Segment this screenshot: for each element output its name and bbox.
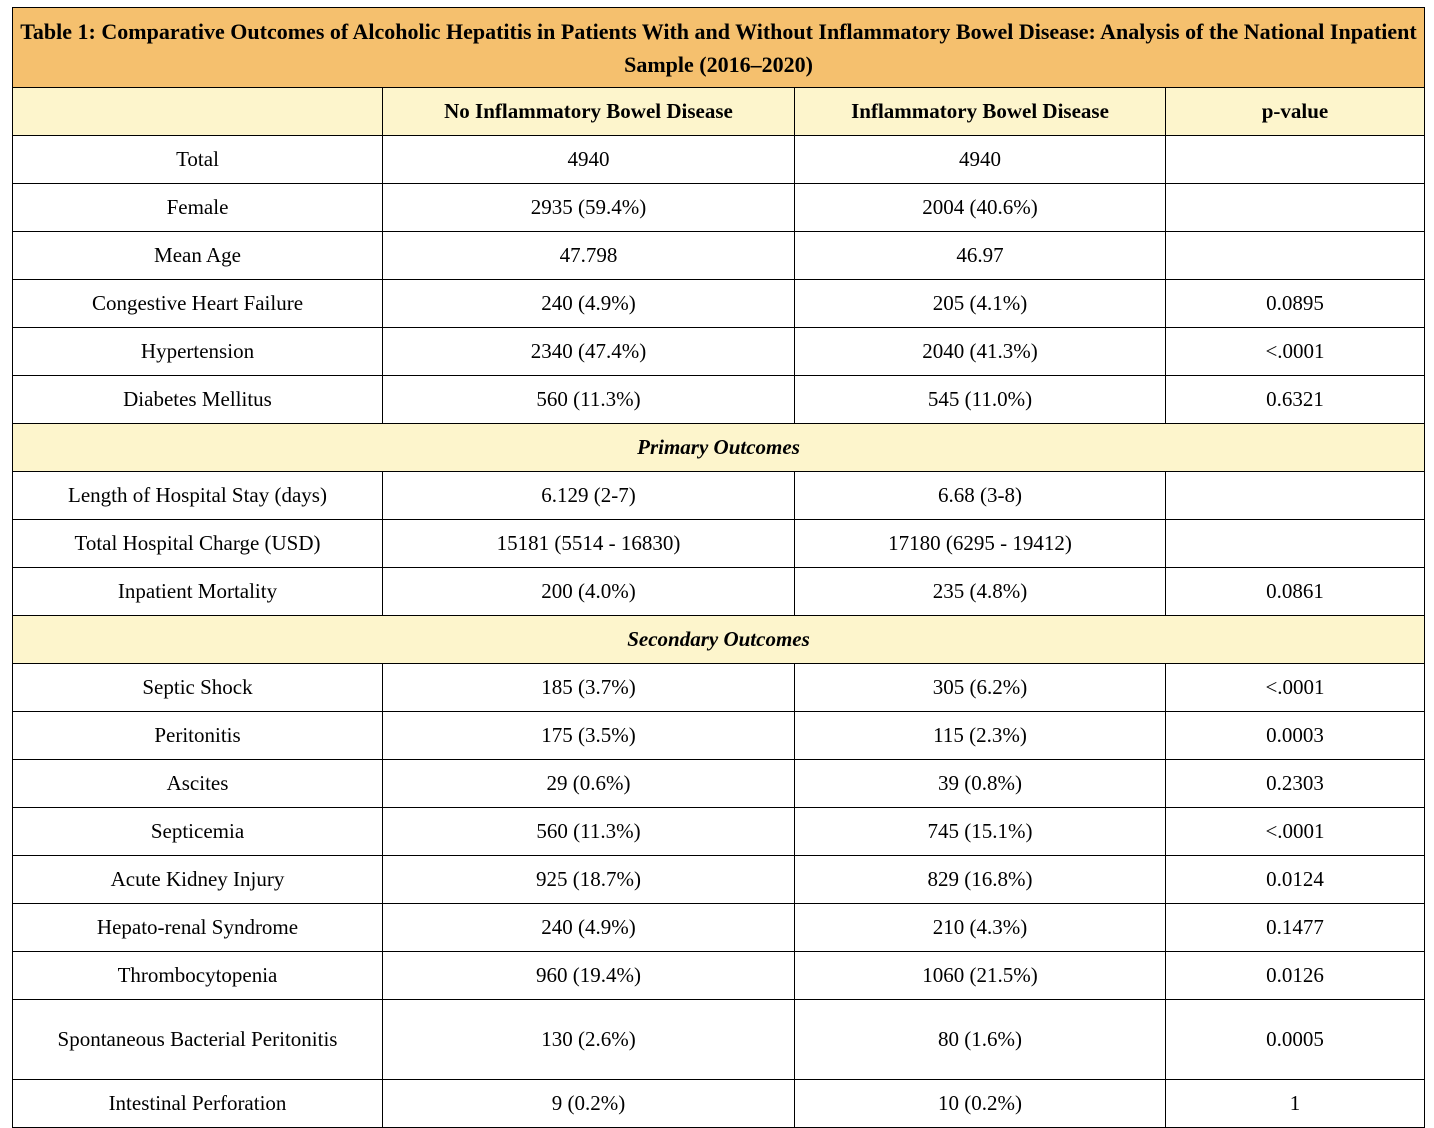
table-row	[13, 760, 1425, 808]
p-value: <.0001	[1166, 328, 1425, 376]
p-value: 0.1477	[1166, 904, 1425, 952]
ibd-value: 10 (0.2%)	[795, 1080, 1166, 1128]
column-header-p-value: p-value	[1166, 88, 1425, 136]
ibd-value: 46.97	[795, 232, 1166, 280]
row-label: Intestinal Perforation	[13, 1080, 383, 1128]
column-header-label	[13, 88, 383, 136]
ibd-value: 545 (11.0%)	[795, 376, 1166, 424]
row-label: Ascites	[13, 760, 383, 808]
column-header-no-ibd: No Inflammatory Bowel Disease	[383, 88, 795, 136]
ibd-value: 235 (4.8%)	[795, 568, 1166, 616]
no-ibd-value: 29 (0.6%)	[383, 760, 795, 808]
no-ibd-value: 240 (4.9%)	[383, 280, 795, 328]
row-label: Diabetes Mellitus	[13, 376, 383, 424]
table-row	[13, 136, 1425, 184]
p-value	[1166, 472, 1425, 520]
no-ibd-value: 960 (19.4%)	[383, 952, 795, 1000]
table-row	[13, 664, 1425, 712]
table-row	[13, 856, 1425, 904]
header-row	[13, 88, 1425, 136]
p-value	[1166, 232, 1425, 280]
no-ibd-value: 47.798	[383, 232, 795, 280]
row-label: Length of Hospital Stay (days)	[13, 472, 383, 520]
row-label: Thrombocytopenia	[13, 952, 383, 1000]
table-row	[13, 520, 1425, 568]
ibd-value: 2040 (41.3%)	[795, 328, 1166, 376]
no-ibd-value: 560 (11.3%)	[383, 808, 795, 856]
ibd-value: 1060 (21.5%)	[795, 952, 1166, 1000]
row-label: Acute Kidney Injury	[13, 856, 383, 904]
p-value: 0.0003	[1166, 712, 1425, 760]
table-row	[13, 328, 1425, 376]
ibd-value: 2004 (40.6%)	[795, 184, 1166, 232]
no-ibd-value: 560 (11.3%)	[383, 376, 795, 424]
ibd-value: 80 (1.6%)	[795, 1000, 1166, 1080]
section-row-primary	[13, 424, 1425, 472]
section-row-secondary	[13, 616, 1425, 664]
row-label: Total	[13, 136, 383, 184]
ibd-value: 17180 (6295 - 19412)	[795, 520, 1166, 568]
ibd-value: 205 (4.1%)	[795, 280, 1166, 328]
p-value: <.0001	[1166, 808, 1425, 856]
table-row	[13, 232, 1425, 280]
outcomes-table	[12, 7, 1425, 1128]
table-title: Table 1: Comparative Outcomes of Alcoholic Hepatitis in Patients With and Without Inflammatory Bowel Disease: Analysis of the National Inpatient Sample (2016–2020)	[13, 8, 1425, 88]
row-label: Total Hospital Charge (USD)	[13, 520, 383, 568]
ibd-value: 829 (16.8%)	[795, 856, 1166, 904]
table-row	[13, 280, 1425, 328]
section-title-secondary: Secondary Outcomes	[13, 616, 1425, 664]
p-value: <.0001	[1166, 664, 1425, 712]
table-row	[13, 184, 1425, 232]
table-row	[13, 952, 1425, 1000]
table-row	[13, 376, 1425, 424]
ibd-value: 115 (2.3%)	[795, 712, 1166, 760]
p-value: 0.6321	[1166, 376, 1425, 424]
row-label: Septic Shock	[13, 664, 383, 712]
p-value: 0.2303	[1166, 760, 1425, 808]
no-ibd-value: 4940	[383, 136, 795, 184]
table-row	[13, 1080, 1425, 1128]
no-ibd-value: 130 (2.6%)	[383, 1000, 795, 1080]
table-row	[13, 904, 1425, 952]
ibd-value: 6.68 (3-8)	[795, 472, 1166, 520]
no-ibd-value: 175 (3.5%)	[383, 712, 795, 760]
p-value: 1	[1166, 1080, 1425, 1128]
table-row	[13, 568, 1425, 616]
row-label: Hepato-renal Syndrome	[13, 904, 383, 952]
row-label: Hypertension	[13, 328, 383, 376]
no-ibd-value: 200 (4.0%)	[383, 568, 795, 616]
no-ibd-value: 15181 (5514 - 16830)	[383, 520, 795, 568]
p-value: 0.0861	[1166, 568, 1425, 616]
p-value	[1166, 136, 1425, 184]
no-ibd-value: 9 (0.2%)	[383, 1080, 795, 1128]
no-ibd-value: 2935 (59.4%)	[383, 184, 795, 232]
p-value: 0.0126	[1166, 952, 1425, 1000]
row-label: Septicemia	[13, 808, 383, 856]
no-ibd-value: 185 (3.7%)	[383, 664, 795, 712]
table-row	[13, 1000, 1425, 1080]
table-row	[13, 808, 1425, 856]
row-label: Spontaneous Bacterial Peritonitis	[13, 1000, 383, 1080]
row-label: Female	[13, 184, 383, 232]
row-label: Congestive Heart Failure	[13, 280, 383, 328]
no-ibd-value: 925 (18.7%)	[383, 856, 795, 904]
p-value: 0.0124	[1166, 856, 1425, 904]
row-label: Inpatient Mortality	[13, 568, 383, 616]
column-header-ibd: Inflammatory Bowel Disease	[795, 88, 1166, 136]
ibd-value: 745 (15.1%)	[795, 808, 1166, 856]
table-body	[13, 8, 1425, 1128]
table-row	[13, 472, 1425, 520]
ibd-value: 210 (4.3%)	[795, 904, 1166, 952]
p-value: 0.0005	[1166, 1000, 1425, 1080]
row-label: Peritonitis	[13, 712, 383, 760]
p-value: 0.0895	[1166, 280, 1425, 328]
no-ibd-value: 6.129 (2-7)	[383, 472, 795, 520]
ibd-value: 39 (0.8%)	[795, 760, 1166, 808]
section-title-primary: Primary Outcomes	[13, 424, 1425, 472]
no-ibd-value: 240 (4.9%)	[383, 904, 795, 952]
no-ibd-value: 2340 (47.4%)	[383, 328, 795, 376]
table-row	[13, 712, 1425, 760]
ibd-value: 4940	[795, 136, 1166, 184]
title-row	[13, 8, 1425, 88]
p-value	[1166, 520, 1425, 568]
p-value	[1166, 184, 1425, 232]
table-container	[12, 7, 1424, 1128]
row-label: Mean Age	[13, 232, 383, 280]
ibd-value: 305 (6.2%)	[795, 664, 1166, 712]
